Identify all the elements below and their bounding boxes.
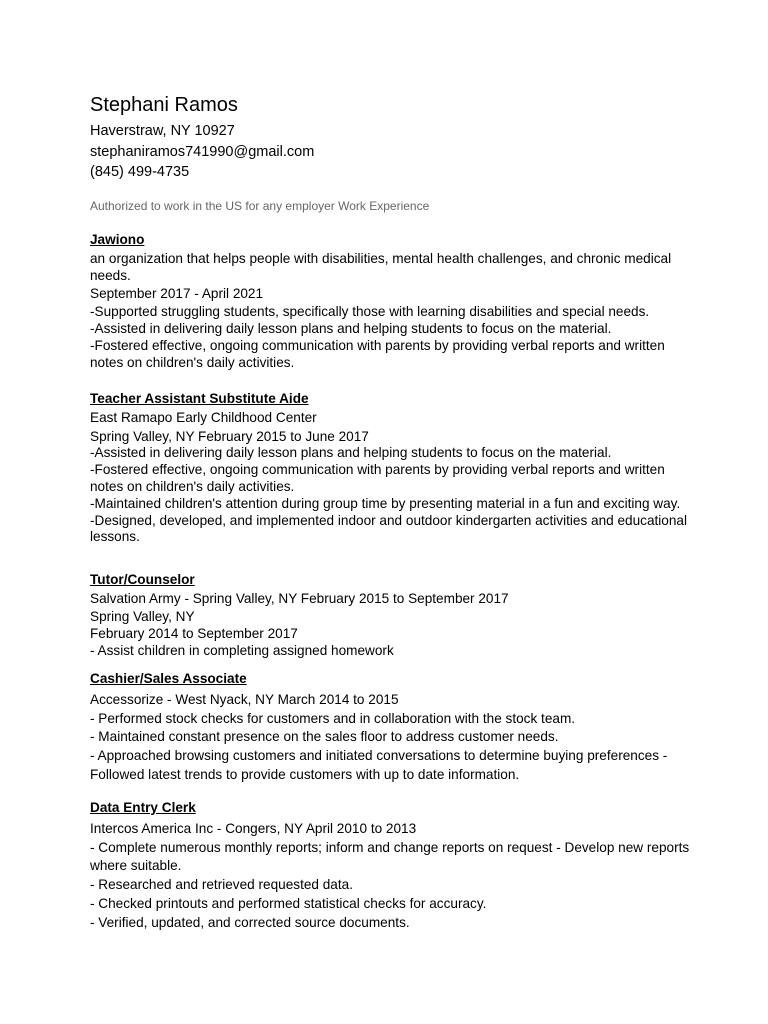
location: Spring Valley, NY [90,608,195,624]
bullet: -Fostered effective, ongoing communication with parents by providing verbal reports and written notes on children's daily activities. [90,462,665,494]
experience-section-tutor [90,572,690,660]
experience-section-data-entry [90,799,690,933]
bullet: -Assisted in delivering daily lesson plans and helping students to focus on the material. [90,445,612,461]
bullet: - Researched and retrieved requested data. [90,877,353,893]
location-dates: Spring Valley, NY February 2015 to June 2017 [90,428,369,444]
phone: (845) 499-4735 [90,164,190,180]
bullet: - Checked printouts and performed statistical checks for accuracy. [90,895,487,911]
bullet: - Maintained constant presence on the sales floor to address customer needs. [90,729,559,745]
work-authorization: Authorized to work in the US for any employer Work Experience [90,199,430,213]
employer: Salvation Army - Spring Valley, NY February 2015 to September 2017 [90,590,509,606]
bullet: - Assist children in completing assigned homework [90,643,394,659]
bullet: - Complete numerous monthly reports; inform and change reports on request - Develop new reports where suitable. [90,839,690,874]
bullet: -Supported struggling students, specifically those with learning disabilities and special needs. [90,304,650,320]
candidate-name: Stephani Ramos [90,94,238,116]
location: Haverstraw, NY 10927 [90,123,235,139]
dates: February 2014 to September 2017 [90,626,298,642]
section-title: Cashier/Sales Associate [90,671,247,686]
description: an organization that helps people with disabilities, mental health challenges, and chronic medical needs. [90,250,672,283]
bullet: - Verified, updated, and corrected source documents. [90,914,410,930]
email: stephaniramos741990@gmail.com [90,143,315,160]
dates: September 2017 - April 2021 [90,286,264,302]
experience-section-cashier [90,670,690,785]
section-title: Data Entry Clerk [90,800,196,815]
employer: Accessorize - West Nyack, NY March 2014 to 2015 [90,691,399,707]
employer: East Ramapo Early Childhood Center [90,409,317,425]
employer: Intercos America Inc - Congers, NY April 2010 to 2013 [90,820,417,836]
section-title: Tutor/Counselor [90,572,195,587]
bullet: -Fostered effective, ongoing communication with parents by providing verbal reports and written notes on children's daily activities. [90,337,665,370]
experience-section-jawiono [90,232,690,371]
bullet: -Designed, developed, and implemented indoor and outdoor kindergarten activities and educational lessons. [90,512,688,545]
section-title: Teacher Assistant Substitute Aide [90,391,309,406]
experience-section-teacher-assistant [90,391,690,546]
bullet: -Assisted in delivering daily lesson plans and helping students to focus on the material. [90,320,612,336]
bullet: - Performed stock checks for customers and in collaboration with the stock team. [90,710,576,726]
contact-block [90,121,314,183]
bullet: - Approached browsing customers and initiated conversations to determine buying preferences - Followed latest trends to provide customers with up to date information. [90,748,668,782]
bullet: -Maintained children's attention during group time by presenting material in a fun and exciting way. [90,495,681,511]
section-title: Jawiono [90,232,145,247]
